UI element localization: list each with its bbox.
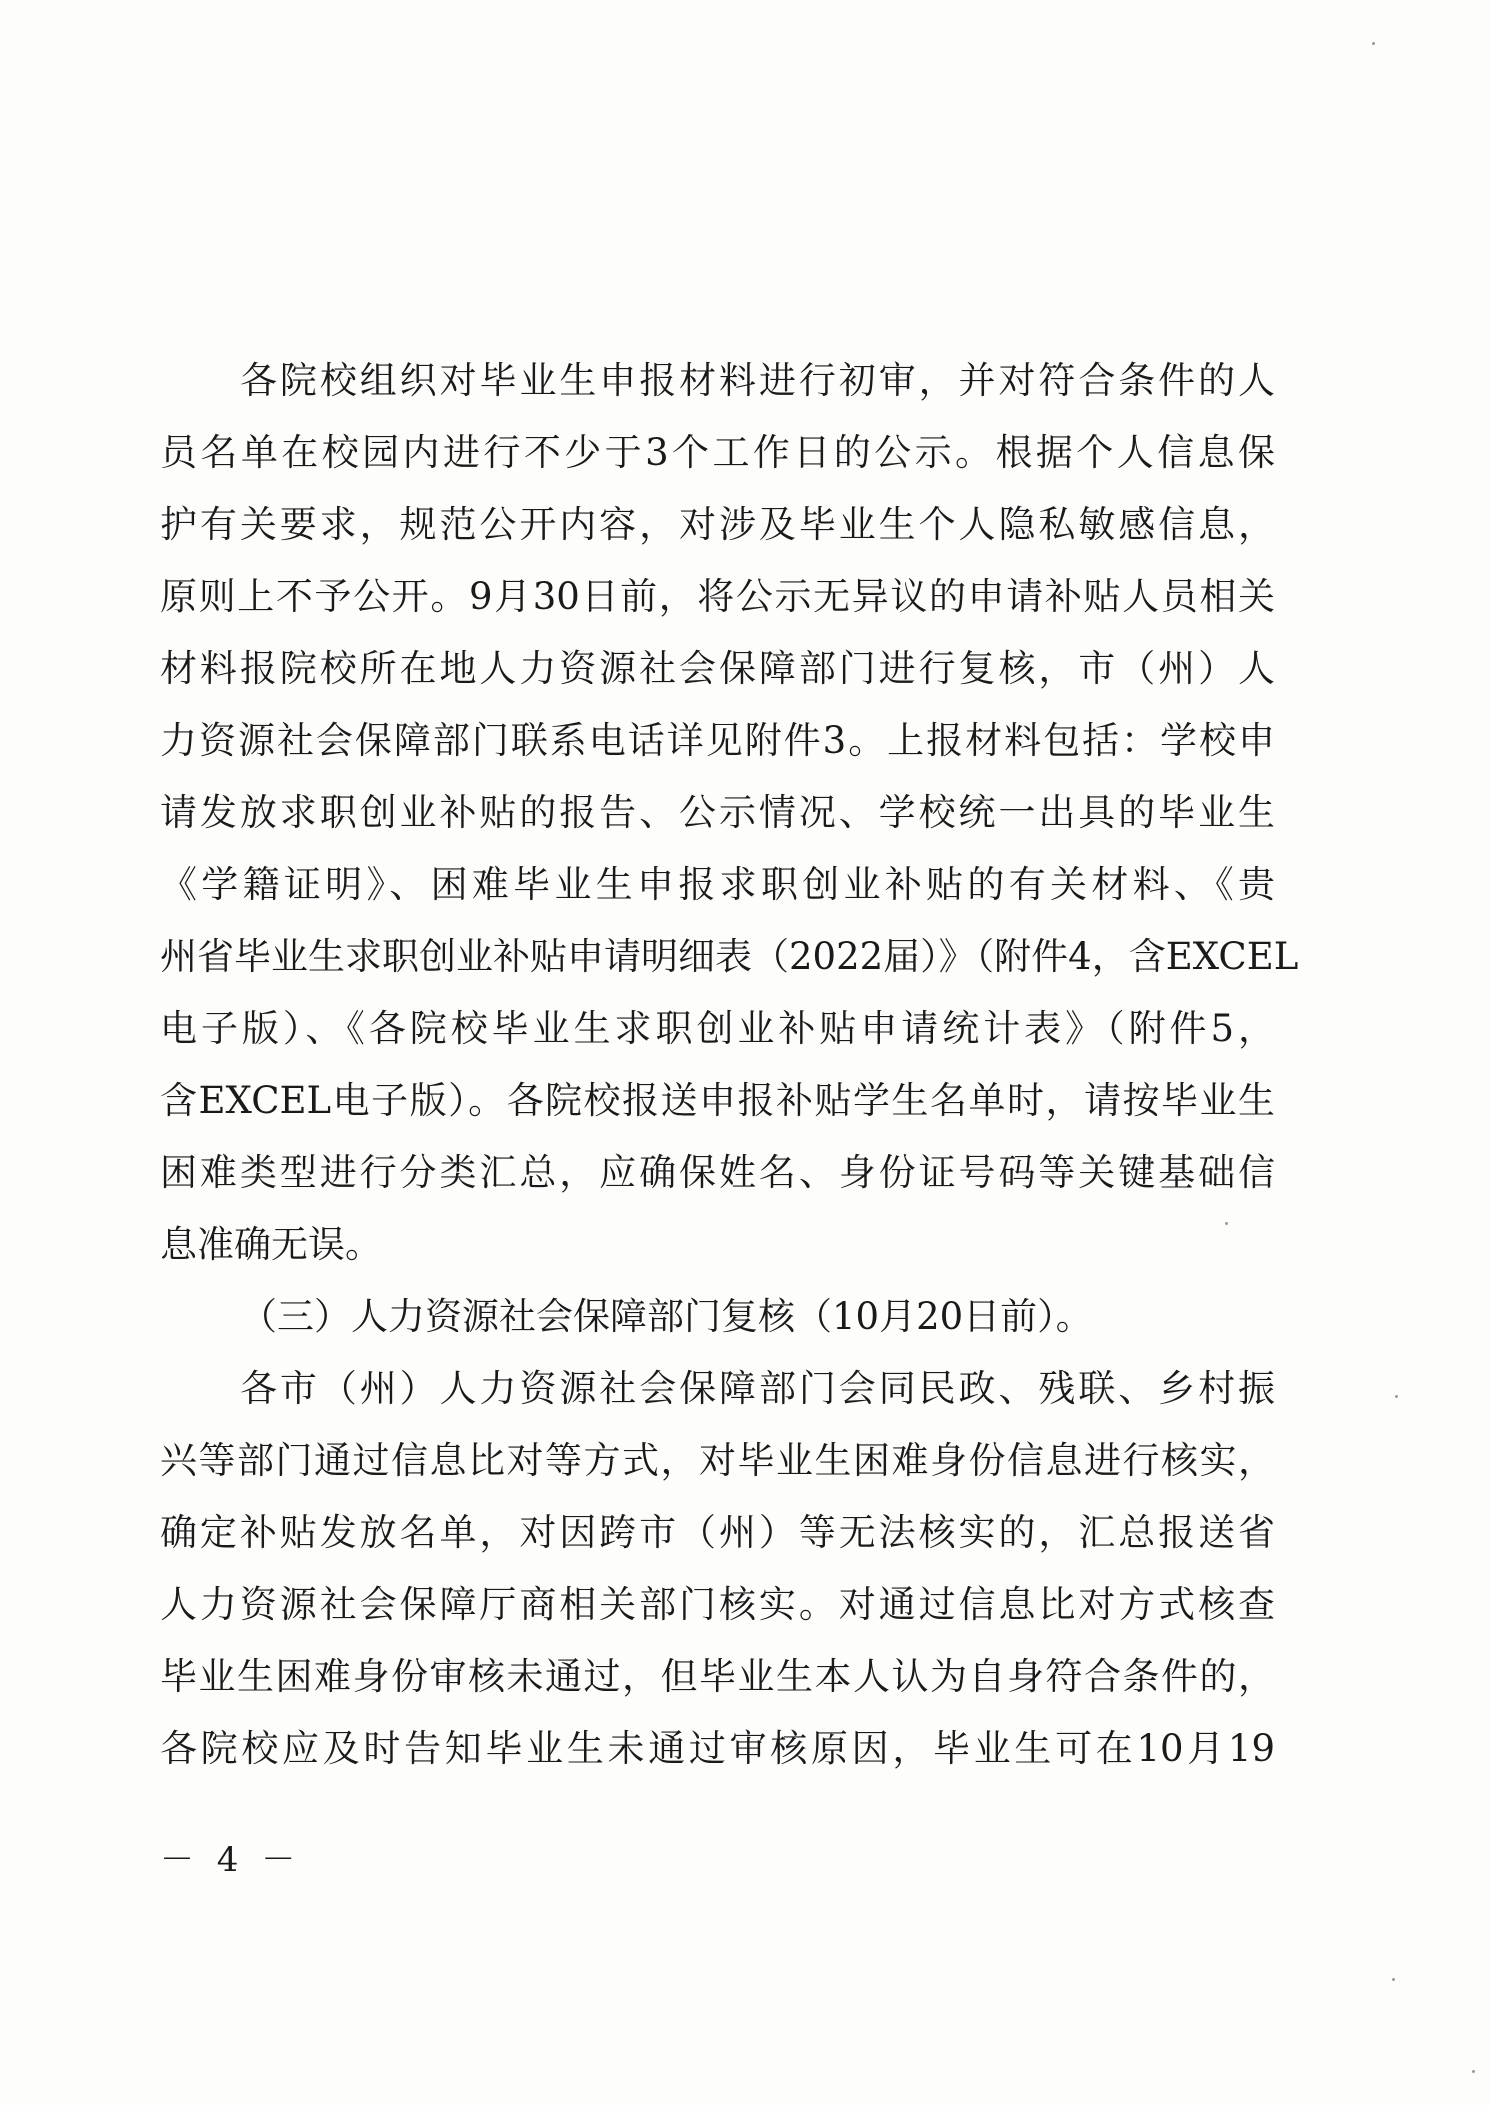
scan-speck xyxy=(1372,42,1375,45)
paragraph-line: 人力资源社会保障厅商相关部门核实。对通过信息比对方式核查 xyxy=(160,1583,1275,1626)
scan-speck xyxy=(1225,1222,1228,1225)
paragraph-line: 州省毕业生求职创业补贴申请明细表（2022届）》（附件4，含EXCEL xyxy=(160,935,1299,978)
paragraph-line: 员名单在校园内进行不少于3个工作日的公示。根据个人信息保 xyxy=(160,431,1275,474)
paragraph-line: 各院校应及时告知毕业生未通过审核原因，毕业生可在10月19 xyxy=(160,1727,1275,1770)
paragraph-line: 请发放求职创业补贴的报告、公示情况、学校统一出具的毕业生 xyxy=(160,791,1275,834)
paragraph-line: 各市（州）人力资源社会保障部门会同民政、残联、乡村振 xyxy=(240,1367,1275,1410)
scan-speck xyxy=(1472,2070,1475,2073)
paragraph-line: 困难类型进行分类汇总，应确保姓名、身份证号码等关键基础信 xyxy=(160,1151,1275,1194)
paragraph-line: 毕业生困难身份审核未通过，但毕业生本人认为自身符合条件的， xyxy=(160,1655,1275,1698)
scan-speck xyxy=(1392,1978,1395,1981)
paragraph-line: 材料报院校所在地人力资源社会保障部门进行复核，市（州）人 xyxy=(160,647,1275,690)
document-body xyxy=(160,345,1299,1785)
paragraph-line: 力资源社会保障部门联系电话详见附件3。上报材料包括：学校申 xyxy=(160,719,1275,762)
paragraph-line: 各院校组织对毕业生申报材料进行初审，并对符合条件的人 xyxy=(240,359,1275,402)
paragraph-line: 原则上不予公开。9月30日前，将公示无异议的申请补贴人员相关 xyxy=(160,575,1275,618)
paragraph-line: 确定补贴发放名单，对因跨市（州）等无法核实的，汇总报送省 xyxy=(160,1511,1275,1554)
paragraph-line: 电子版）、《各院校毕业生求职创业补贴申请统计表》（附件5， xyxy=(160,1007,1275,1050)
paragraph-line: 息准确无误。 xyxy=(160,1223,382,1266)
scan-speck xyxy=(1395,1395,1398,1398)
paragraph-line: 含EXCEL电子版）。各院校报送申报补贴学生名单时，请按毕业生 xyxy=(160,1079,1275,1122)
paragraph-line: 《学籍证明》、困难毕业生申报求职创业补贴的有关材料、《贵 xyxy=(160,863,1275,906)
paragraph-line: 护有关要求，规范公开内容，对涉及毕业生个人隐私敏感信息， xyxy=(160,503,1275,546)
page-number: － 4 － xyxy=(160,1840,302,1880)
paragraph-line: 兴等部门通过信息比对等方式，对毕业生困难身份信息进行核实， xyxy=(160,1439,1275,1482)
section-heading: （三）人力资源社会保障部门复核（10月20日前）。 xyxy=(240,1295,1093,1338)
